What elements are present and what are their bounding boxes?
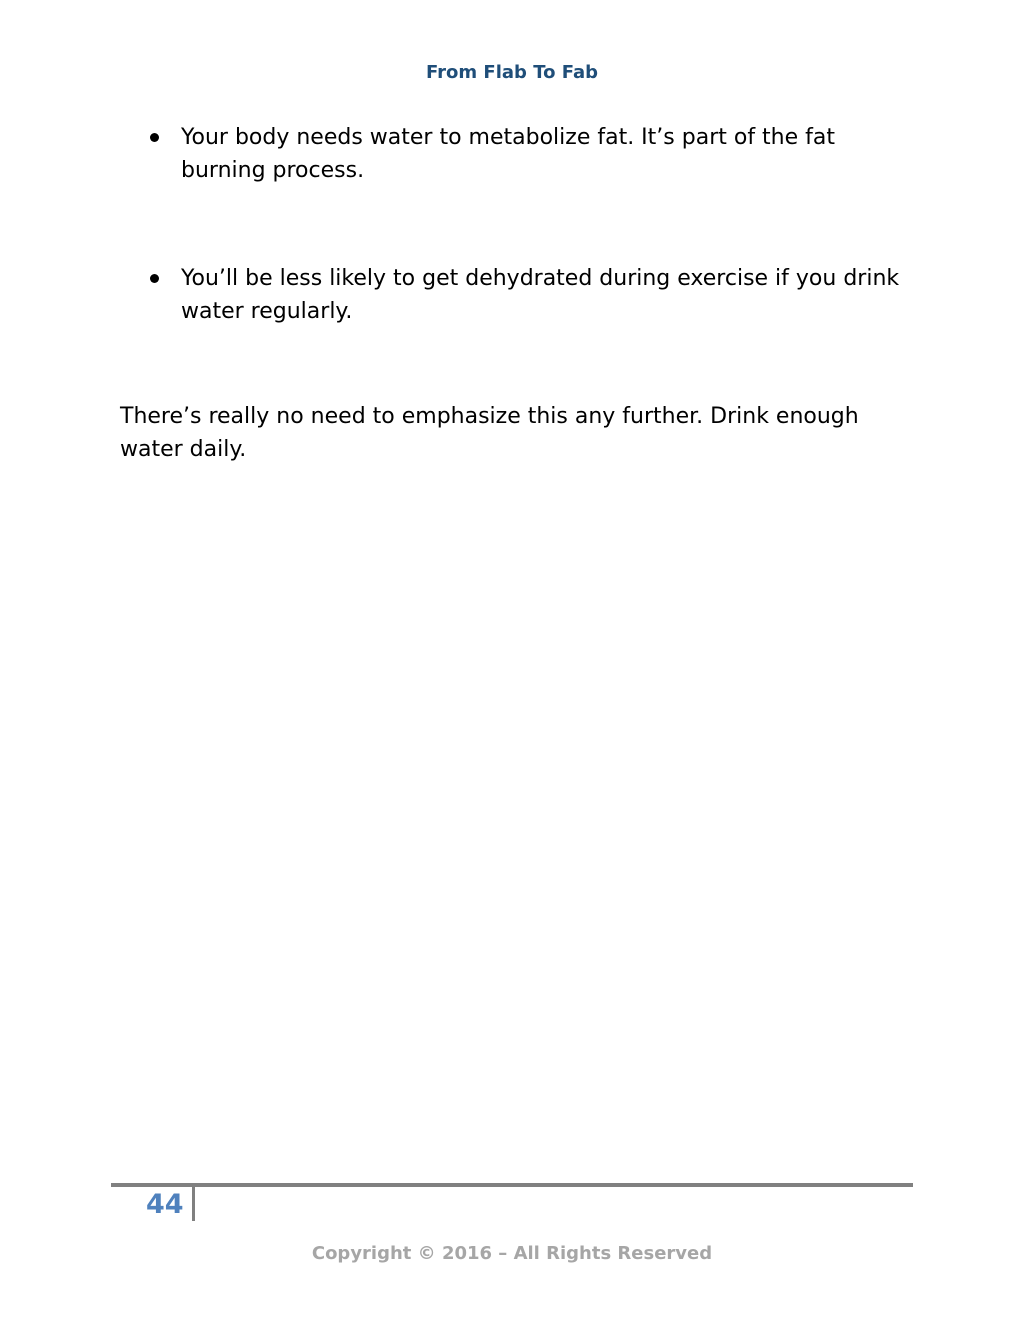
running-header-title: From Flab To Fab (426, 62, 598, 83)
bullet-item (150, 262, 910, 328)
bullet-dot-icon (150, 274, 159, 283)
bullet-text: You’ll be less likely to get dehydrated during exercise if you drink water regularly. (181, 266, 900, 324)
bullet-text: Your body needs water to metabolize fat. It’s part of the fat burning process. (181, 125, 836, 183)
copyright-notice: Copyright © 2016 – All Rights Reserved (311, 1243, 713, 1264)
bullet-dot-icon (150, 133, 159, 142)
page-number-divider (192, 1187, 195, 1221)
page-number: 44 (146, 1189, 184, 1220)
body-paragraph: There’s really no need to emphasize this any further. Drink enough water daily. (120, 404, 859, 462)
bullet-item (150, 121, 910, 187)
footer-rule (111, 1183, 913, 1187)
